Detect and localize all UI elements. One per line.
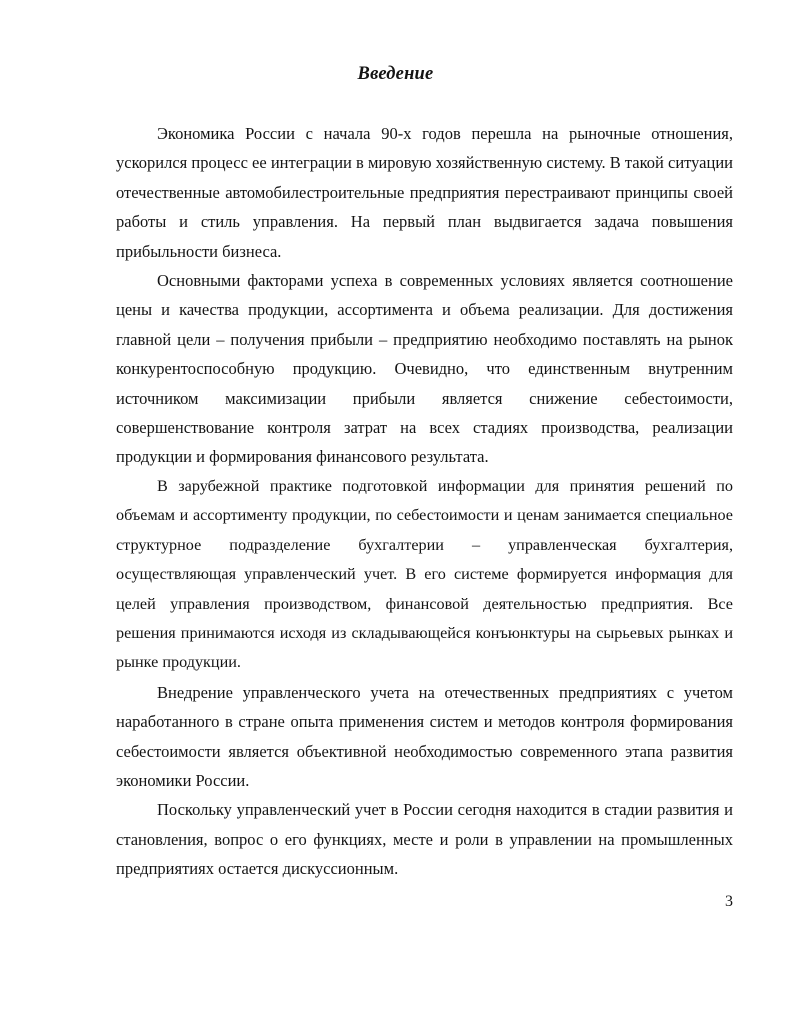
paragraph-2: Основными факторами успеха в современных условиях является соотношение цены и качества продукции, ассортимента и объема реализации. Для достижения главной цели – получения прибыли – предприятию необходимо поставлять на рынок конкурентоспособную продукцию. Очевидно, что единственным внутренним источником максимизации прибыли является снижение себестоимости, совершенствование контроля затрат на всех стадиях производства, реализации продукции и формирования финансового результата.	[116, 271, 733, 467]
paragraph-3: В зарубежной практике подготовкой информации для принятия решений по объемам и ассортименту продукции, по себестоимости и ценам занимается специальное структурное подразделение бухгалтерии – управленческая бухгалтерия, осуществляющая управленческий учет. В его системе формируется информация для целей управления производством, финансовой деятельностью предприятия. Все решения принимаются исходя из складывающейся конъюнктуры на сырьевых рынках и рынке продукции.	[116, 476, 733, 672]
page-number: 3	[725, 893, 733, 910]
paragraph-1: Экономика России с начала 90-х годов перешла на рыночные отношения, ускорился процесс ее интеграции в мировую хозяйственную систему. В такой ситуации отечественные автомобилестроительные предприятия перестраивают принципы своей работы и стиль управления. На первый план выдвигается задача повышения прибыльности бизнеса.	[116, 124, 733, 261]
paragraph-4: Внедрение управленческого учета на отечественных предприятиях с учетом наработанного в стране опыта применения систем и методов контроля формирования себестоимости является объективной необходимостью современного этапа развития экономики России.	[116, 682, 733, 790]
document-body	[116, 119, 733, 884]
paragraph-5: Поскольку управленческий учет в России сегодня находится в стадии развития и становления, вопрос о его функциях, месте и роли в управлении на промышленных предприятиях остается дискуссионным.	[116, 800, 733, 879]
page-title: Введение	[357, 64, 434, 84]
